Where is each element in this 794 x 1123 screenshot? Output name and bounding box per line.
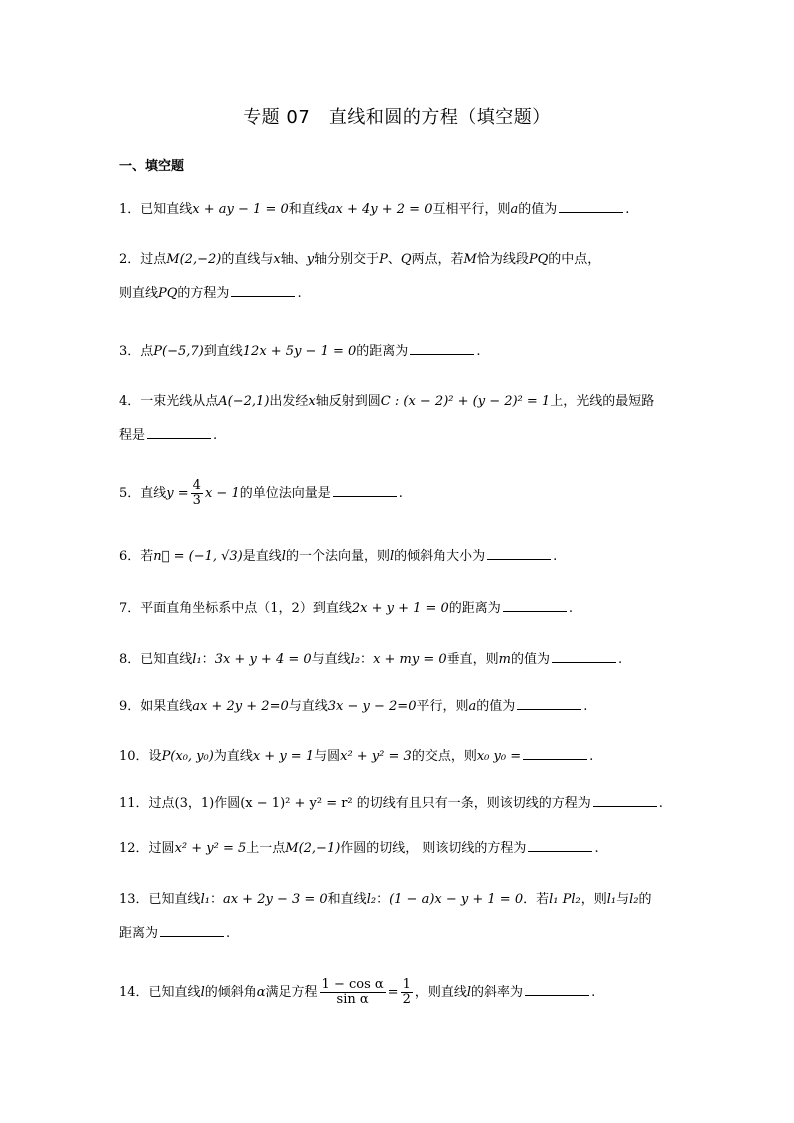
math-expression: l (200, 985, 205, 1000)
math-expression: x − 1 (204, 486, 240, 501)
math-expression: x² + y² = 3 (340, 749, 412, 764)
question-text: 出发经 (269, 394, 309, 409)
question-text: ： (209, 892, 223, 907)
math-expression: x + ay − 1 = 0 (192, 202, 289, 217)
question-number: 10． (119, 749, 149, 764)
question-text: 已知直线 (140, 202, 193, 217)
question-text: 是直线 (242, 549, 282, 564)
question-number: 14． (119, 985, 149, 1000)
question-text: 已知直线 (140, 652, 193, 667)
math-expression: P(x₀, y₀) (161, 749, 214, 764)
question-text: 与直线 (288, 699, 328, 714)
question-line (119, 787, 679, 821)
fraction-numerator: 1 (402, 977, 411, 992)
question-text: 的直线与 (221, 252, 274, 267)
question-number: 13． (119, 892, 149, 907)
math-expression: l₁ (200, 892, 210, 907)
question-text: . (297, 286, 302, 301)
question-text: . (476, 344, 481, 359)
question-text: . (226, 926, 231, 941)
section-heading: 一、填空题 (119, 159, 185, 174)
math-expression: x (308, 394, 316, 409)
fraction-denominator: sin α (336, 992, 369, 1007)
question-text: 的距离为 (356, 344, 409, 359)
question-line (119, 277, 679, 311)
question-text: 设 (148, 749, 162, 764)
question-text: 过点(3，1)作圆(x − 1)² + y² = r² 的切线有且只有一条，则该切线的方程为 (148, 796, 591, 811)
question-text: 的中点， (548, 252, 601, 267)
question-item (119, 690, 679, 724)
question-text: 已知直线 (148, 892, 201, 907)
question-text: ： (201, 652, 215, 667)
answer-blank[interactable] (231, 284, 295, 297)
question-text: 两点，若 (411, 252, 464, 267)
question-text: 的倾斜角大小为 (394, 549, 486, 564)
question-text: . (583, 699, 588, 714)
question-item (119, 193, 679, 227)
question-text: 轴反射到圆 (315, 394, 381, 409)
math-expression: a (468, 699, 477, 714)
question-text: 直线 (140, 486, 167, 501)
answer-blank[interactable] (559, 200, 623, 213)
math-expression: y (306, 252, 315, 267)
math-expression: (1 − a)x − y + 1 = 0 (389, 892, 524, 907)
question-text: 上，光线的最短路 (550, 394, 655, 409)
math-expression: A(−2,1) (218, 394, 270, 409)
question-line (119, 419, 679, 453)
question-text: 的值为 (511, 652, 551, 667)
math-expression: l (389, 549, 395, 564)
answer-blank[interactable] (410, 342, 474, 355)
question-text: 轴、 (280, 252, 307, 267)
math-expression: x₀ y₀ = (476, 749, 522, 764)
question-text: 与圆 (314, 749, 341, 764)
question-line (119, 832, 679, 866)
question-line (119, 976, 679, 1010)
question-line (119, 917, 679, 951)
question-text: 则直线 (119, 286, 159, 301)
question-text: . (213, 428, 218, 443)
question-item (119, 540, 679, 574)
question-line (119, 592, 679, 626)
answer-blank[interactable] (333, 484, 397, 497)
fraction (320, 978, 386, 1007)
question-item (119, 740, 679, 774)
question-line (119, 643, 679, 677)
question-line (119, 477, 679, 511)
question-text: ，则 (580, 892, 607, 907)
question-text: 上一点 (246, 841, 286, 856)
question-text: 的倾斜角 (204, 985, 257, 1000)
math-expression: P (379, 252, 388, 267)
question-text: ： (360, 652, 374, 667)
question-text: 、 (387, 252, 401, 267)
math-expression: l₁ Pl₂ (549, 892, 581, 907)
question-item (119, 243, 679, 311)
question-number: 4． (119, 394, 141, 409)
question-text: 为直线 (213, 749, 253, 764)
question-text: 过圆 (148, 841, 175, 856)
question-number: 9． (119, 699, 141, 714)
question-text: . (594, 841, 599, 856)
answer-blank[interactable] (503, 599, 567, 612)
math-expression: M(2,−1) (285, 841, 341, 856)
question-line (119, 690, 679, 724)
question-text: . (591, 985, 596, 1000)
math-expression: l₁ (606, 892, 617, 907)
question-item (119, 787, 679, 821)
question-item (119, 832, 679, 866)
answer-blank[interactable] (552, 650, 616, 663)
question-number: 2． (119, 252, 141, 267)
question-item (119, 385, 679, 453)
math-expression: PQ (158, 286, 178, 301)
math-expression: P(−5,7) (153, 344, 204, 359)
question-number: 11． (119, 796, 149, 811)
math-expression: PQ (528, 252, 549, 267)
question-text: 的值为 (476, 699, 516, 714)
question-text: ，则直线 (414, 985, 467, 1000)
question-text: 恰为线段 (476, 252, 529, 267)
question-text: 互相平行，则 (432, 202, 511, 217)
math-expression: 3x − y − 2=0 (327, 699, 417, 714)
question-text: . (568, 601, 573, 616)
question-line (119, 540, 679, 574)
math-expression: M (463, 252, 477, 267)
question-text: 程是 (119, 428, 146, 443)
answer-blank[interactable] (487, 547, 551, 560)
question-line (119, 385, 679, 419)
question-number: 12． (119, 841, 149, 856)
fraction-denominator: 2 (402, 992, 411, 1007)
question-text: 距离为 (119, 926, 159, 941)
question-text: . (625, 202, 630, 217)
math-expression: 12x + 5y − 1 = 0 (242, 344, 357, 359)
question-text: 如果直线 (140, 699, 193, 714)
math-expression: 2x + y + 1 = 0 (351, 601, 449, 616)
question-item (119, 477, 679, 511)
math-expression: ax + 4y + 2 = 0 (327, 202, 433, 217)
question-text: 的值为 (518, 202, 558, 217)
question-text: 轴分别交于 (314, 252, 380, 267)
question-number: 7． (119, 601, 141, 616)
question-line (119, 740, 679, 774)
math-expression: 3x + y + 4 = 0 (214, 652, 312, 667)
question-text: 的交点，则 (411, 749, 477, 764)
question-text: 点 (140, 344, 154, 359)
question-text: 垂直，则 (446, 652, 499, 667)
question-text: 与 (616, 892, 630, 907)
answer-blank[interactable] (523, 747, 587, 760)
question-text: 的单位法向量是 (239, 486, 331, 501)
fraction (401, 978, 413, 1007)
question-text: 的方程为 (177, 286, 230, 301)
question-item (119, 592, 679, 626)
math-expression: l₂ (629, 892, 639, 907)
question-text: 平面直角坐标系中点（1，2）到直线 (140, 601, 352, 616)
question-number: 8． (119, 652, 141, 667)
question-number: 1． (119, 202, 141, 217)
answer-blank[interactable] (525, 983, 589, 996)
math-expression: = (387, 985, 399, 1000)
answer-blank[interactable] (528, 839, 592, 852)
question-text: ．若 (523, 892, 550, 907)
question-text: 一束光线从点 (140, 394, 219, 409)
math-expression: x + my = 0 (373, 652, 447, 667)
question-text: 平行，则 (416, 699, 469, 714)
fraction (191, 479, 203, 508)
question-text: . (589, 749, 594, 764)
question-number: 5． (119, 486, 141, 501)
question-text: . (658, 796, 663, 811)
question-text: 满足方程 (265, 985, 318, 1000)
math-expression: l₂ (350, 652, 361, 667)
math-expression: l₁ (192, 652, 202, 667)
question-line (119, 243, 679, 277)
question-text: 的距离为 (448, 601, 501, 616)
question-line (119, 193, 679, 227)
question-text: . (553, 549, 558, 564)
question-text: 和直线 (327, 892, 367, 907)
question-text: 作圆的切线， 则该切线的方程为 (340, 841, 527, 856)
fraction-numerator: 4 (192, 478, 201, 493)
page-title: 专题 07 直线和圆的方程（填空题） (243, 107, 551, 128)
math-expression: a (510, 202, 519, 217)
question-text: 到直线 (203, 344, 243, 359)
math-expression: l₂ (366, 892, 377, 907)
question-text: 的一个法向量，则 (285, 549, 390, 564)
answer-blank[interactable] (593, 794, 657, 807)
math-expression: y = (166, 486, 189, 501)
question-item (119, 335, 679, 369)
question-item (119, 643, 679, 677)
question-line (119, 335, 679, 369)
answer-blank[interactable] (147, 426, 211, 439)
math-expression: ax + 2y + 2=0 (192, 699, 289, 714)
math-expression: α (256, 985, 266, 1000)
question-number: 3． (119, 344, 141, 359)
math-expression: M(2,−2) (166, 252, 222, 267)
question-text: 的斜率为 (471, 985, 524, 1000)
math-expression: l (281, 549, 286, 564)
question-item (119, 883, 679, 951)
math-expression: C : (x − 2)² + (y − 2)² = 1 (380, 394, 551, 409)
math-expression: n⃗ = (−1, √3) (153, 549, 243, 564)
answer-blank[interactable] (160, 924, 224, 937)
question-text: ： (376, 892, 390, 907)
question-text: . (618, 652, 623, 667)
question-text: 和直线 (288, 202, 328, 217)
question-text: 的 (638, 892, 652, 907)
math-expression: m (498, 652, 511, 667)
math-expression: x + y = 1 (252, 749, 315, 764)
answer-blank[interactable] (517, 697, 581, 710)
fraction-denominator: 3 (192, 493, 201, 508)
question-line (119, 883, 679, 917)
question-text: 与直线 (311, 652, 351, 667)
math-expression: x² + y² = 5 (174, 841, 247, 856)
math-expression: l (466, 985, 472, 1000)
fraction-numerator: 1 − cos α (321, 977, 384, 992)
math-expression: ax + 2y − 3 = 0 (222, 892, 328, 907)
question-text: 已知直线 (148, 985, 201, 1000)
question-number: 6． (119, 549, 141, 564)
math-expression: Q (400, 252, 412, 267)
question-text: 若 (140, 549, 154, 564)
question-text: . (398, 486, 403, 501)
question-text: 过点 (140, 252, 167, 267)
math-expression: x (273, 252, 281, 267)
question-item (119, 976, 679, 1010)
